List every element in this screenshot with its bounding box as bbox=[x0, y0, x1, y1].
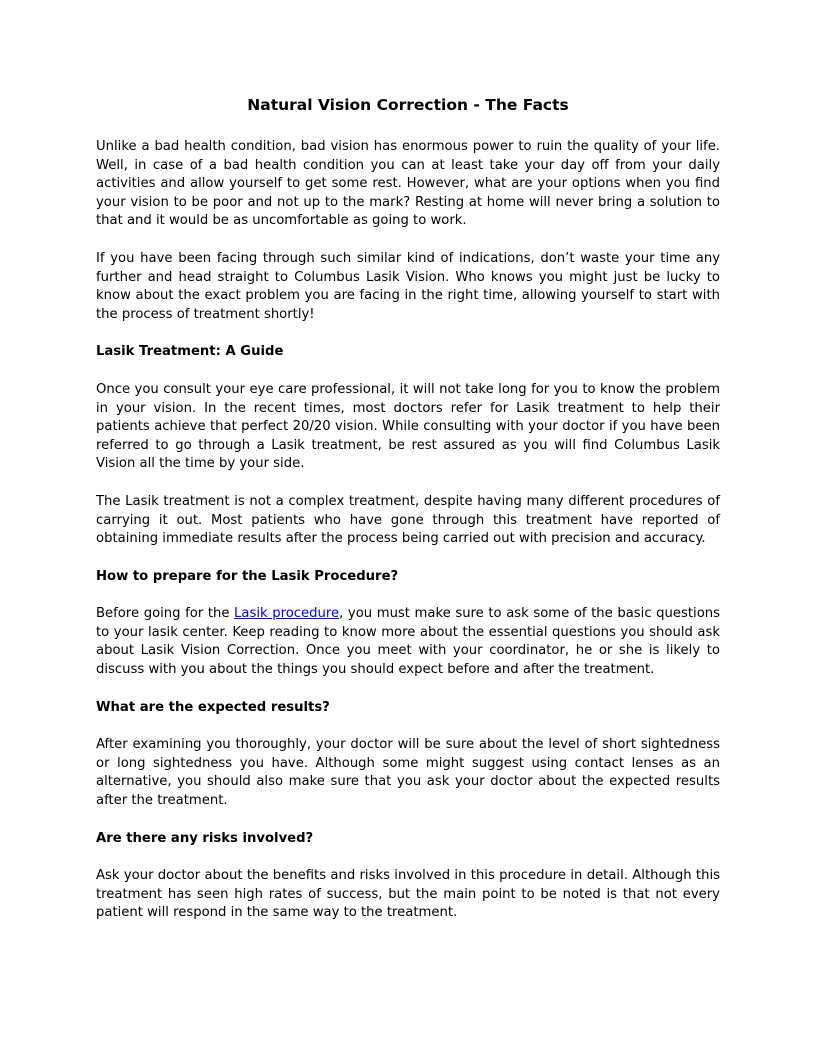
prepare-text-before: Before going for the bbox=[96, 606, 235, 622]
section-heading-prepare: How to prepare for the Lasik Procedure? bbox=[96, 568, 399, 584]
lasik-guide-paragraph-2: The Lasik treatment is not a complex treatment, despite having many different procedures of carrying it out. Most patients who have gone through this treatment have reported of obtaining immediate results after the process being carried out with precision and accuracy. bbox=[96, 493, 720, 547]
risks-paragraph: Ask your doctor about the benefits and risks involved in this procedure in detail. Although this treatment has seen high rates of success, but the main point to be noted is that not every patient will respond in the same way to the treatment. bbox=[96, 868, 720, 921]
intro-paragraph-1: Unlike a bad health condition, bad vision has enormous power to ruin the quality of your life. Well, in case of a bad health condition you can at least take your day off from your daily activities and allow yourself to get some rest. However, what are your options when you find your vision to be poor and not up to the mark? Resting at home will never bring a solution to that and it would be as uncomfortable as going to work. bbox=[96, 139, 720, 229]
page-title: Natural Vision Correction - The Facts bbox=[247, 96, 569, 114]
prepare-text-after: , you must make sure to ask some of the basic questions to your lasik center. Keep reading to know more about the essential questions you should ask about Lasik Vision Correction. Once you meet with your coordinator, he or she is likely to discuss with you about the things you should expect before and after the treatment. bbox=[96, 606, 721, 678]
lasik-guide-paragraph-1: Once you consult your eye care professional, it will not take long for you to know the problem in your vision. In the recent times, most doctors refer for Lasik treatment to help their patients achieve that perfect 20/20 vision. While consulting with your doctor if you have been referred to go through a Lasik treatment, be rest assured as you will find Columbus Lasik Vision all the time by your side. bbox=[96, 381, 720, 472]
lasik-procedure-link[interactable]: Lasik procedure bbox=[234, 606, 340, 622]
document-page bbox=[96, 94, 720, 942]
expected-results-paragraph: After examining you thoroughly, your doctor will be sure about the level of short sightedness or long sightedness you have. Although some might suggest using contact lenses as an alternative, you should also make sure that you ask your doctor about the expected results after the treatment. bbox=[96, 737, 720, 809]
prepare-paragraph bbox=[96, 605, 720, 679]
section-heading-risks: Are there any risks involved? bbox=[96, 830, 314, 846]
section-heading-lasik-guide: Lasik Treatment: A Guide bbox=[96, 344, 284, 360]
section-heading-expected-results: What are the expected results? bbox=[96, 699, 330, 715]
intro-paragraph-2: If you have been facing through such similar kind of indications, don’t waste your time any further and head straight to Columbus Lasik Vision. Who knows you might just be lucky to know about the exact problem you are facing in the right time, allowing yourself to start with the process of treatment shortly! bbox=[96, 250, 720, 322]
